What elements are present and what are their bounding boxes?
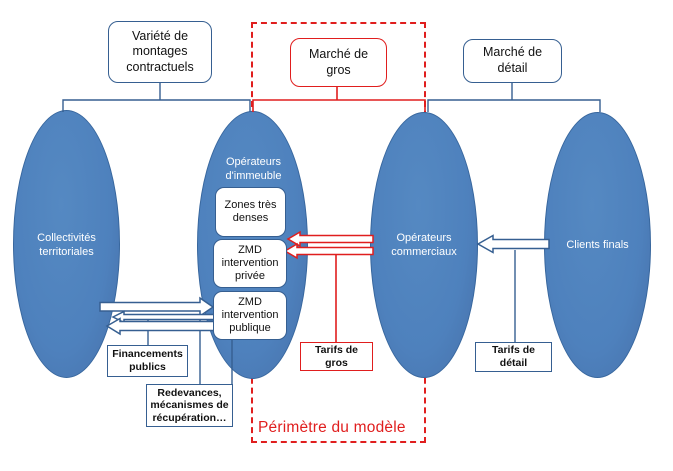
perimeter-label: Périmètre du modèle	[258, 419, 406, 436]
ellipse-collectivites	[13, 110, 120, 378]
ellipse-label-operateurs-immeuble: Opérateurs d'immeuble	[225, 156, 282, 182]
box-tarifs-de-detail-label: Tarifs de détail	[492, 344, 535, 369]
ellipse-operateurs-commerciaux	[370, 112, 478, 378]
connector-bracket-montages	[63, 83, 250, 112]
box-tarifs-de-detail	[475, 342, 552, 372]
box-financements-publics-label: Financements publics	[112, 348, 183, 373]
segment-box-zmd-privee	[213, 239, 287, 288]
box-tarifs-de-gros	[300, 342, 373, 371]
box-variete-montages-label: Variété de montages contractuels	[126, 28, 194, 74]
box-marche-de-detail-label: Marché de détail	[482, 45, 543, 75]
segment-box-zmd-publique-label: ZMD intervention publique	[221, 296, 279, 334]
segment-box-zmd-publique	[213, 291, 287, 340]
ellipse-label-collectivites: Collectivités territoriales	[37, 232, 96, 258]
box-variete-montages	[108, 21, 212, 83]
box-marche-de-detail	[463, 39, 562, 83]
arrow-clients-to-commerciaux	[478, 236, 549, 253]
ellipse-label-clients-finals: Clients finals	[566, 239, 629, 251]
arrow-collectivites-to-zmd-publique	[100, 298, 213, 316]
segment-box-zones-tres-denses	[215, 187, 286, 237]
box-marche-de-gros-label: Marché de gros	[308, 46, 369, 77]
segment-box-zmd-privee-label: ZMD intervention privée	[221, 244, 279, 282]
box-redevances-label: Redevances, mécanismes de récupération…	[150, 386, 229, 424]
segment-box-zones-tres-denses-label: Zones très denses	[224, 199, 277, 224]
ellipse-label-operateurs-commerciaux: Opérateurs commerciaux	[391, 232, 457, 258]
box-financements-publics	[107, 345, 188, 377]
connector-bracket-marche-detail	[428, 83, 600, 112]
arrow-zmd-publique-to-collectivites-1	[113, 312, 215, 323]
box-marche-de-gros	[290, 38, 387, 87]
ellipse-clients-finals	[544, 112, 651, 378]
box-redevances	[146, 384, 233, 427]
box-tarifs-de-gros-label: Tarifs de gros	[315, 343, 358, 369]
arrow-zmd-publique-to-collectivites-2	[107, 319, 215, 335]
